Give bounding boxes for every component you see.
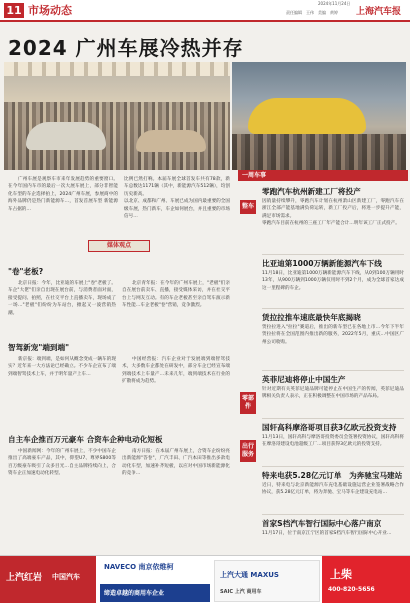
ad-naveco: NAVECO 南京依维柯 [104,563,174,571]
media-title-3: 自主车企推百万元豪车 合资车企种电动化短板 [8,435,163,444]
tag-vehicle: 整车 [240,200,256,214]
news-title-3: 赁拉拉推车速底最快年底揭晓 [262,313,361,322]
media-title-2: 智驾新宠"端到端" [8,343,70,352]
ad-naveco-slogan: 缔造卓越的商用车企业 [104,590,165,597]
tag-parts: 零部件 [240,392,256,414]
news-body-6: 近日，特来电与北京新能源汽车充电基础设施运营企业签署战略合作协议，获5.28亿元订单，将为奔驰、宝马等车企建设充电站… [262,483,404,496]
ad-saic: SAIC 上汽 商用车 [220,589,262,595]
weekly-news-bar: 一周车事 [238,170,408,181]
media-text-3-right: 南方日报：在本届广州车展上，合资车企纷纷亮出新能源"答卷"，广汽丰田、广汽本田等推出多款电动化车型，加速补齐短板，以应对中国市场新能源化的竞争… [122,449,230,477]
media-text-1-left: 北京日报：今年，比亚迪的车展上"卷"老板了。车企"大佬"们亲自出现在展台前，与消费者面对面，接受提问、拍照，在社交平台上直播卖车，现场成了一场…"老板"们纷纷为车站台，掀起又一波营销热潮。 [8,281,116,316]
tag-mobility: 出行服务 [240,440,256,462]
news-body-7: 11月17日，位于南京江宁区的首家S档汽车智行国际中心开业… [262,531,392,536]
news-title-5: 国轩高科摩洛哥项目获3亿欧元投资支持 [262,423,397,432]
auto-show-photo-right [232,62,406,170]
news-body-4: 针对近期有关英菲尼迪品牌可能停止在中国生产的传闻，英菲尼迪品牌相关负责人表示，正在积极调整在中国市场的产品布局。 [262,387,404,400]
news-title-6: 特来电获5.28亿元订单 为奔驰宝马建站 [262,471,403,480]
ad-hotline: 400-820-5656 [328,586,375,593]
news-title-7: 首家S档汽车智行国际中心落户南京 [262,519,382,528]
page-number: 11 [4,3,24,18]
media-text-2-right: 中国经营报：汽车企业对于发展端到端智驾技术，大多数车企都处在研发中，部分车企已经宣布端到端技术上车量产…未来几年，端到端技术在行业的扩散将成为趋势。 [122,357,230,385]
news-body-1: 因销量持续攀升，零跑汽车计划在杭州萧山区新建工厂，零跑汽车在浙江全部产能基地满负荷运转，新工厂投产后，将进一步提升产能，满足市场需求。 零跑汽车目前在杭州的三座工厂年产能合计…明年该工厂正式投产。 [262,199,404,227]
headline: 2024 广州车展冷热并存 [8,36,244,60]
page-header [0,0,410,22]
news-title-2: 比亚迪第1000万辆新能源汽车下线 [262,259,382,268]
media-views-label: 媒体观点 [88,240,150,252]
ad-shangchai: 上柴 [330,568,352,581]
newspaper-logo: 上海汽车报 [356,7,402,17]
media-text-3-left: 中国新闻网：今年的广州车展上，不少中国车企推出了高端豪车产品，其中，仰望U7、尊界S800等百万级豪车吸引了众多目光…自主品牌持续向上，合资车企正加速电动化转型。 [8,449,116,477]
news-body-2: 11月18日，比亚迪第1000万辆新能源汽车下线，从0到100万辆用时13年，从900万辆到1000万辆仅用时不到2个月，成为全球首家达成这一里程碑的车企。 [262,271,404,291]
lead-text-right: 比例已然打响。本届车展全球首发车共有78款，新车总数达1171辆（其中，新能源汽车512辆），均创历史新高。 以北京、成都和广州、车展已成为国内最重要的全国级车展，热门新车，车企如何展台，并且重要的市场信号… [124,177,230,220]
media-text-2-left: 新京报：端到端，是如何从概念变成一辆车的现实？近年来一大方法论已经确立。不少车企宣布了端到端智驾技术上车，并于明年量产上车… [8,357,116,377]
news-body-5: 11月13日，国轩高科与摩洛哥投资委员会签署投资协议，国轩高科将在摩洛哥建设电池超级工厂…项目获得3亿欧元的投资支持。 [262,435,404,448]
media-text-1-right: 北京青年报：在今年的广州车展上，"老板"们亲自在展台前卖车、直播，接受媒体采访，并在社交平台上与网友互动。有的车企老板甚至亲自驾车演示新车性能…车企老板"卷"营销，竞争激烈。 [122,281,230,309]
news-body-3: 赁拉拉进入"拉拉"赛道后，推出的新车型已在各地上市…今年下半年赁拉拉将在全国范围内推出新的服务，2022年5月，重庆…中国区广州公司收购。 [262,325,404,345]
news-title-1: 零跑汽车杭州新建工厂将投产 [262,187,361,196]
editors: 责任编辑 王伟 美编 黄婷 [286,10,338,15]
news-title-4: 英菲尼迪将停止中国生产 [262,375,346,384]
date: 2024年11月24日 [318,1,351,6]
ad-china-auto: 中国汽车 [52,573,80,581]
lead-text-left: 广州车展是观察车市来年发展趋势的重要窗口。在今年国内车市的最后一次大展车展上，部分非智能化车型的车企选择拍上，2024广州车展，参展商中的海外品牌仍是热门新能源车…，首发首展车型 新能源车占据的… [8,177,118,212]
advertisement-strip [0,555,410,603]
section-title: 市场动态 [28,4,72,17]
media-title-1: "卷"老板? [8,267,44,276]
ad-hongyan: 上汽红岩 [6,573,43,583]
auto-show-photo-left [4,62,230,170]
ad-maxus: 上汽大通 MAXUS [220,571,279,579]
